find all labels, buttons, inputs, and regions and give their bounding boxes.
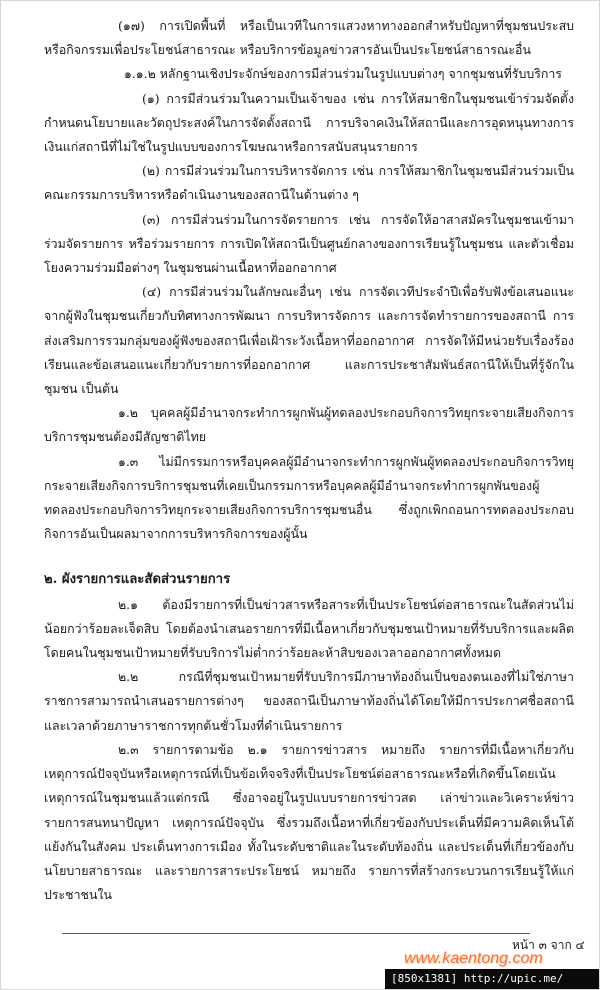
paragraph: (๔) การมีส่วนร่วมในลักษณะอื่นๆ เช่น การจัดเวทีประจำปีเพื่อรับฟังข้อเสนอแนะจากผู้ฟังในชุมชนเกี่ยวกับทิศทางการพัฒนา การบริหารจัดการ และการจัดทำรายการของสถานี การส่งเสริมการรวมกลุ่มของผู้ฟังของสถานีเพื่อเฝ้าระวังเนื้อหาที่ออกอากาศ การจัดให้มีหน่วยรับเรื่องร้องเรียนและข้อเสนอแนะเกี่ยวกับรายการที่ออกอากาศ และการประชาสัมพันธ์สถานีให้เป็นที่รู้จักในชุมชน เป็นต้น [44,284,574,397]
paragraph: (๒) การมีส่วนร่วมในการบริหารจัดการ เช่น การให้สมาชิกในชุมชนมีส่วนร่วมเป็นคณะกรรมการบริหารหรือดำเนินงานของสถานีในด้านต่าง ๆ [44,163,574,203]
paragraph: (๑๗) การเปิดพื้นที่ หรือเป็นเวทีในการแสวงหาทางออกสำหรับปัญหาที่ชุมชนประสบหรือกิจกรรมเพื่อประโยชน์สาธารณะ หรือบริการข้อมูลข่าวสารอันเป็นประโยชน์สาธารณะอื่น [44,18,574,58]
page-number: หน้า ๓ จาก ๔ [512,938,585,952]
section-heading: ๒. ผังรายการและสัดส่วนรายการ [44,572,231,588]
image-size-badge: [850x1381] http://upic.me/ [385,969,599,989]
paragraph: ๑.๒ บุคคลผู้มีอำนาจกระทำการผูกพันผู้ทดลองประกอบกิจการวิทยุกระจายเสียงกิจการบริการชุมชนต้องมีสัญชาติไทย [44,405,574,445]
paragraph: ๑.๓ ไม่มีกรรมการหรือบุคคลผู้มีอำนาจกระทำการผูกพันผู้ทดลองประกอบกิจการวิทยุกระจายเสียงกิจการบริการชุมชนที่เคยเป็นกรรมการหรือบุคคลผู้มีอำนาจกระทำการผูกพันของผู้ทดลองประกอบกิจการวิทยุกระจายเสียงกิจการบริการชุมชนอื่น ซึ่งถูกเพิกถอนการทดลองประกอบกิจการอันเป็นผลมาจากการบริหารกิจการของผู้นั้น [44,453,574,542]
spacer [44,546,574,568]
watermark: www.kaentong.com [404,950,543,967]
paragraph: ๒.๓ รายการตามข้อ ๒.๑ รายการข่าวสาร หมายถึง รายการที่มีเนื้อหาเกี่ยวกับเหตุการณ์ปัจจุบันหรือเหตุการณ์ที่เป็นข้อเท็จจริงที่เป็นประโยชน์ต่อสาธารณะหรือที่เกิดขึ้นโดยเน้นเหตุการณ์ในชุมชนแล้วแต่กรณี ซึ่งอาจอยู่ในรูปแบบรายการข่าวสด เล่าข่าวและวิเคราะห์ข่าว รายการสนทนาปัญหา เหตุการณ์ปัจจุบัน ซึ่งรวมถึงเนื้อหาที่เกี่ยวข้องกับประเด็นที่มีความคิดเห็นโต้แย้งกันในสังคม ประเด็นทางการเมือง ทั้งในระดับชาติและในระดับท้องถิ่น และประเด็นที่เกี่ยวข้องกับนโยบายสาธารณะ และรายการสาระประโยชน์ หมายถึง รายการที่สร้างกระบวนการเรียนรู้ให้แก่ประชาชนใน [44,741,574,903]
document-body [44,14,574,907]
paragraph: ๒.๑ ต้องมีรายการที่เป็นข่าวสารหรือสาระที่เป็นประโยชน์ต่อสาธารณะในสัดส่วนไม่น้อยกว่าร้อยละเจ็ดสิบ โดยต้องนำเสนอรายการที่มีเนื้อหาเกี่ยวกับชุมชนเป้าหมายที่รับบริการและผลิตโดยคนในชุมชนเป้าหมายที่รับบริการไม่ต่ำกว่าร้อยละห้าสิบของเวลาออกอากาศทั้งหมด [44,596,574,661]
paragraph: (๑) การมีส่วนร่วมในความเป็นเจ้าของ เช่น การให้สมาชิกในชุมชนเข้าร่วมจัดตั้งกำหนดนโยบายและวัตถุประสงค์ในการจัดตั้งสถานี การบริจาคเงินให้สถานีและการอุดหนุนทางการเงินแก่สถานีที่ไม่ใช่ในรูปแบบของการโฆษณาหรือการสนับสนุนรายการ [44,90,574,155]
footer-rule [62,933,530,934]
subheading: ๑.๑.๒ หลักฐานเชิงประจักษ์ของการมีส่วนร่วมในรูปแบบต่างๆ จากชุมชนที่รับบริการ [124,66,562,82]
paragraph: ๒.๒ กรณีที่ชุมชนเป้าหมายที่รับบริการมีภาษาท้องถิ่นเป็นของตนเองที่ไม่ใช่ภาษาราชการสามารถนำเสนอรายการต่างๆ ของสถานีเป็นภาษาท้องถิ่นได้โดยให้มีการประกาศชื่อสถานีและเวลาด้วยภาษาราชการทุกต้นชั่วโมงที่ดำเนินรายการ [44,669,574,733]
paragraph: (๓) การมีส่วนร่วมในการจัดรายการ เช่น การจัดให้อาสาสมัครในชุมชนเข้ามาร่วมจัดรายการ หรือร่วมรายการ การเปิดให้สถานีเป็นศูนย์กลางของการเรียนรู้ในชุมชน และตัวเชื่อมโยงความร่วมมือต่างๆ ในชุมชนผ่านเนื้อหาที่ออกอากาศ [44,211,574,276]
